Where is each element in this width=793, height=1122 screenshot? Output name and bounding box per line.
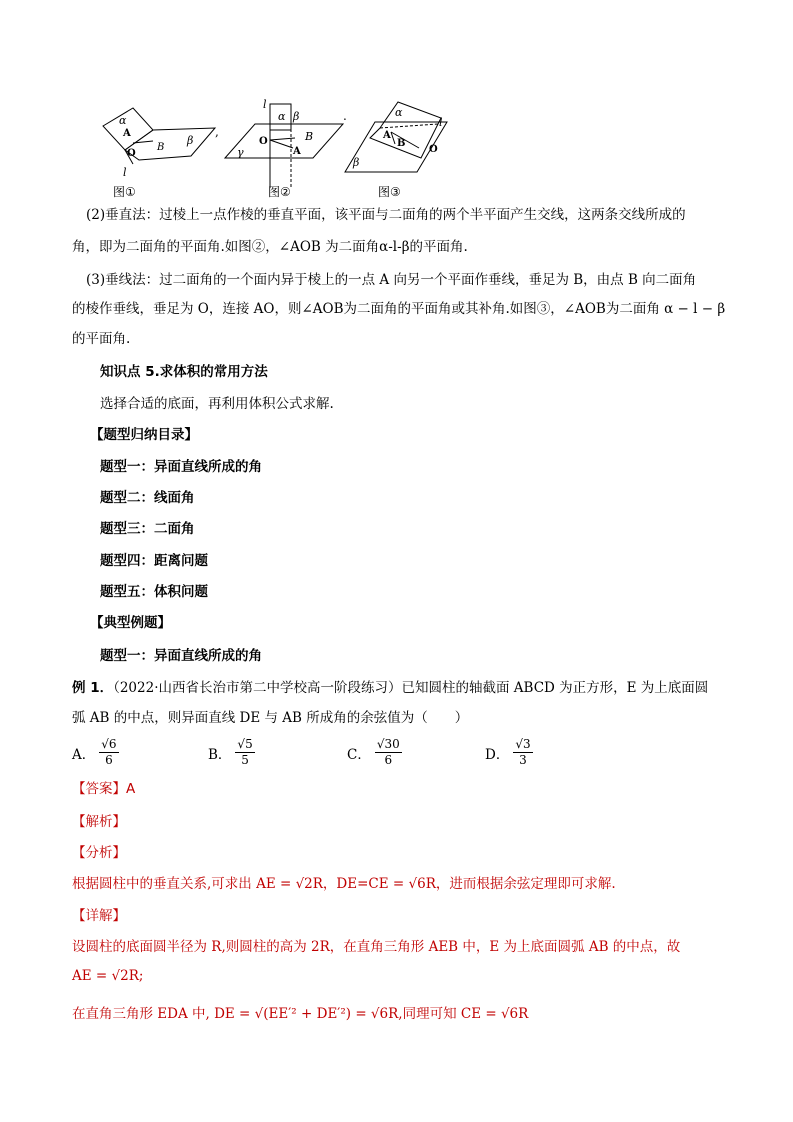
choice-a-numerator: √6 xyxy=(101,737,117,751)
para-3-line-3: 的平面角. xyxy=(72,331,131,347)
choice-a-denominator: 6 xyxy=(105,753,113,767)
fig2-label-O: O xyxy=(259,136,268,147)
type-2-item: 题型二：线面角 xyxy=(100,490,195,506)
choice-a-label: A． xyxy=(72,746,96,763)
knowledge-5-title: 知识点 5.求体积的常用方法 xyxy=(100,364,268,380)
fig2-label-gamma: γ xyxy=(237,146,244,159)
detail-label: 【详解】 xyxy=(72,908,126,924)
examples-title: 【典型例题】 xyxy=(90,615,171,631)
figure-separator-1: , xyxy=(215,125,219,139)
example-1-label: 例 1． xyxy=(72,680,114,696)
choice-a-fraction xyxy=(99,737,118,768)
choice-d-label: D． xyxy=(485,746,510,763)
fig1-label-B: B xyxy=(157,142,165,153)
choice-b xyxy=(208,737,255,768)
example-1-line-2: 弧 AB 的中点，则异面直线 DE 与 AB 所成角的余弦值为（ ） xyxy=(72,710,469,726)
para-3-line-2: 的棱作垂线，垂足为 O，连接 AO，则∠AOB为二面角的平面角或其补角.如图③，∠AOB为二面角 α − l − β xyxy=(72,301,726,317)
figure-2-caption: 图② xyxy=(268,185,291,199)
choice-b-numerator: √5 xyxy=(237,737,253,751)
type-4-item: 题型四：距离问题 xyxy=(100,553,208,569)
choice-b-denominator: 5 xyxy=(241,753,249,767)
type-1-heading: 题型一：异面直线所成的角 xyxy=(100,648,262,664)
example-1-line-1 xyxy=(72,678,708,698)
fig3-label-B: B xyxy=(397,138,406,149)
para-3-line-1: (3)垂线法：过二面角的一个面内异于棱上的一点 A 向另一个平面作垂线，垂足为 B，由点 B 向二面角 xyxy=(86,272,697,288)
fig3-label-A: A xyxy=(383,130,391,141)
choice-c-label: C． xyxy=(347,746,371,763)
answer-label: 【答案】A xyxy=(72,781,136,797)
example-1-text-1: （2022·山西省长治市第二中学校高一阶段练习）已知圆柱的轴截面 ABCD 为正方形，E 为上底面圆 xyxy=(113,680,709,696)
fig2-label-alpha: α xyxy=(278,110,286,123)
type-3-item: 题型三：二面角 xyxy=(100,521,195,537)
fig2-label-l: l xyxy=(263,98,267,111)
para-2-line-1: (2)垂直法：过棱上一点作棱的垂直平面，该平面与二面角的两个半平面产生交线，这两条交线所成的 xyxy=(86,207,686,223)
para-2-line-2: 角，即为二面角的平面角.如图②，∠AOB 为二面角α-l-β的平面角. xyxy=(72,239,468,255)
detail-line-1: 设圆柱的底面圆半径为 R,则圆柱的高为 2R，在直角三角形 AEB 中，E 为上底面圆弧 AB 的中点，故 xyxy=(72,939,681,955)
fig1-label-l: l xyxy=(123,166,127,179)
type-5-item: 题型五：体积问题 xyxy=(100,584,208,600)
figure-1-caption: 图① xyxy=(113,185,136,199)
choice-c-fraction xyxy=(375,737,402,768)
choice-d-fraction xyxy=(513,737,532,768)
choice-c-denominator: 6 xyxy=(384,753,393,767)
fig1-label-beta: β xyxy=(187,134,194,147)
type-1-item: 题型一：异面直线所成的角 xyxy=(100,459,262,475)
fig3-label-beta: β xyxy=(353,156,360,169)
detail-line-2: AE = √2R; xyxy=(72,968,144,984)
knowledge-5-body: 选择合适的底面，再利用体积公式求解. xyxy=(100,396,334,412)
fig2-label-A: A xyxy=(293,146,301,157)
fig3-label-l: l xyxy=(439,116,443,129)
choice-a xyxy=(72,737,119,768)
choice-d-denominator: 3 xyxy=(519,753,527,767)
choice-c xyxy=(347,737,402,768)
fig2-label-beta: β xyxy=(293,110,300,123)
choice-b-label: B． xyxy=(208,746,232,763)
fig3-label-O: O xyxy=(429,144,438,155)
figure-3-caption: 图③ xyxy=(378,185,401,199)
fig2-label-B: B xyxy=(305,130,314,143)
fig1-label-alpha: α xyxy=(119,114,127,127)
choice-d-numerator: √3 xyxy=(515,737,531,751)
fig1-label-O: O xyxy=(127,148,136,159)
fenxi-label: 【分析】 xyxy=(72,845,126,861)
choice-d xyxy=(485,737,533,768)
fig1-label-A: A xyxy=(123,128,131,139)
figure-separator-2: . xyxy=(343,109,347,123)
analysis-label: 【解析】 xyxy=(72,814,126,830)
choice-b-fraction xyxy=(235,737,254,768)
detail-line-3: 在直角三角形 EDA 中, DE = √(EE′² + DE′²) = √6R,同理可知 CE = √6R xyxy=(72,1006,529,1022)
choice-c-numerator: √30 xyxy=(376,737,400,751)
fig3-label-alpha: α xyxy=(395,106,403,119)
catalog-title: 【题型归纳目录】 xyxy=(90,427,198,443)
fenxi-text: 根据圆柱中的垂直关系,可求出 AE = √2R，DE=CE = √6R，进而根据余弦定理即可求解. xyxy=(72,876,616,892)
